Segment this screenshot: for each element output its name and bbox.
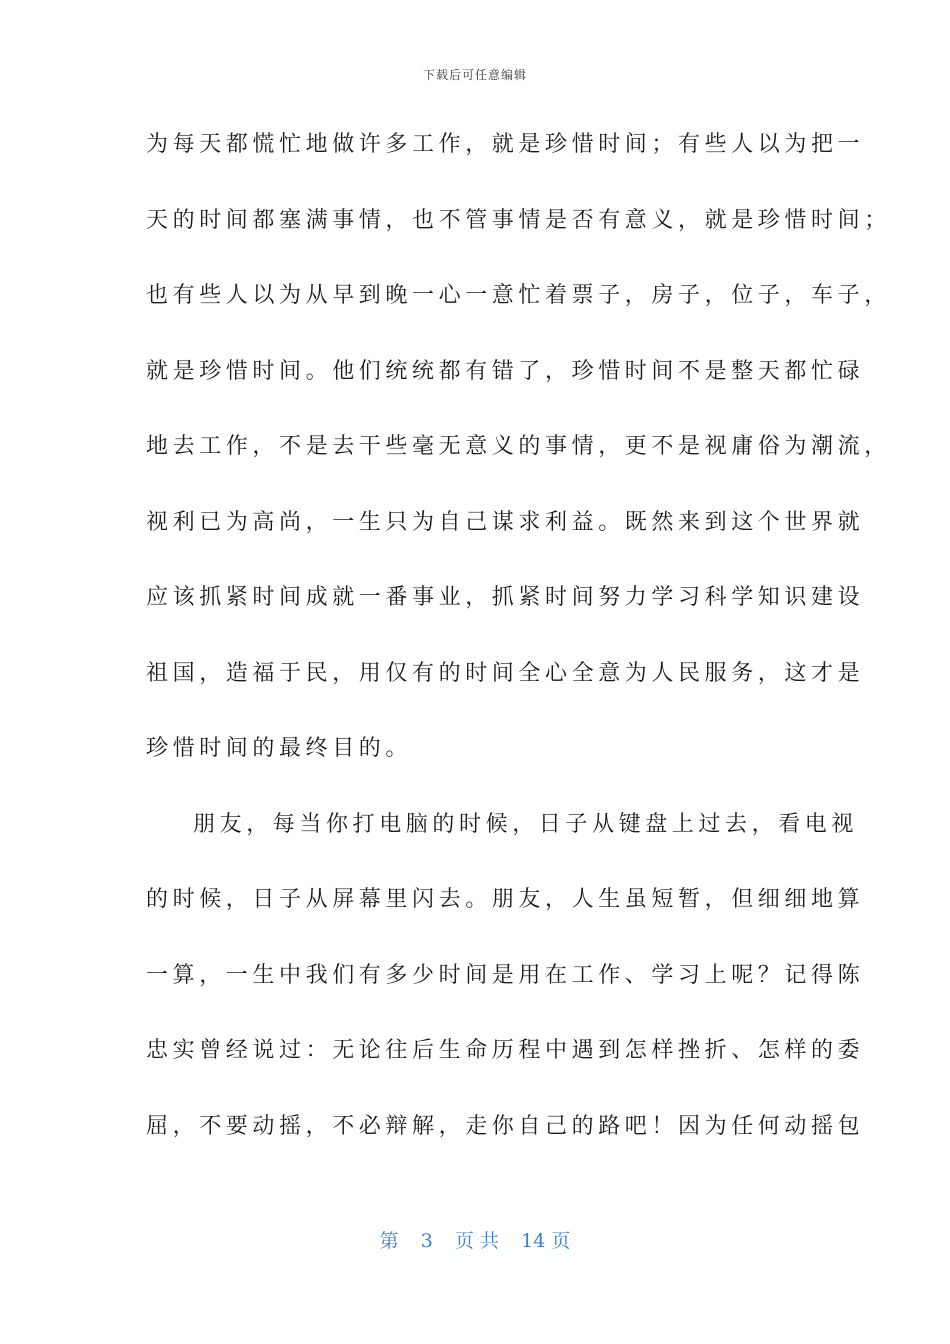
total-pages: 14: [521, 1230, 546, 1252]
text-line: 为每天都慌忙地做许多工作，就是珍惜时间；有些人以为把一: [146, 132, 865, 157]
footer-prefix: 第: [379, 1230, 399, 1252]
text-line: 应该抓紧时间成就一番事业，抓紧时间努力学习科学知识建设: [146, 585, 865, 610]
text-line: 祖国，造福于民，用仅有的时间全心全意为人民服务，这才是: [146, 660, 865, 686]
text-line: 地去工作，不是去干些毫无意义的事情，更不是视庸俗为潮流，: [146, 434, 891, 459]
text-line: 珍惜时间的最终目的。: [146, 736, 413, 761]
page-header: 下载后可任意编辑: [422, 68, 527, 82]
page-number: 3: [420, 1230, 433, 1252]
text-line: 天的时间都塞满事情，也不管事情是否有意义，就是珍惜时间；: [146, 207, 891, 233]
text-line: 屈，不要动摇，不必辩解，走你自己的路吧！因为任何动摇包: [146, 1113, 865, 1139]
paragraph-start-line: 朋友，每当你打电脑的时候，日子从键盘上过去，看电视: [193, 811, 859, 837]
text-line: 的时候，日子从屏幕里闪去。朋友，人生虽短暂，但细细地算: [146, 887, 865, 912]
footer-suffix: 页: [551, 1230, 571, 1252]
text-line: 就是珍惜时间。他们统统都有错了，珍惜时间不是整天都忙碌: [146, 358, 865, 384]
text-line: 忠实曾经说过：无论往后生命历程中遇到怎样挫折、怎样的委: [146, 1038, 865, 1063]
page-footer: [0, 1226, 950, 1253]
text-line: 视利已为高尚，一生只为自己谋求利益。既然来到这个世界就: [146, 509, 865, 535]
text-line: 也有些人以为从早到晚一心一意忙着票子，房子，位子，车子，: [146, 283, 891, 308]
document-body: [146, 120, 891, 1177]
footer-middle: 页 共: [454, 1230, 499, 1252]
text-line: 一算，一生中我们有多少时间是用在工作、学习上呢？记得陈: [146, 962, 865, 988]
